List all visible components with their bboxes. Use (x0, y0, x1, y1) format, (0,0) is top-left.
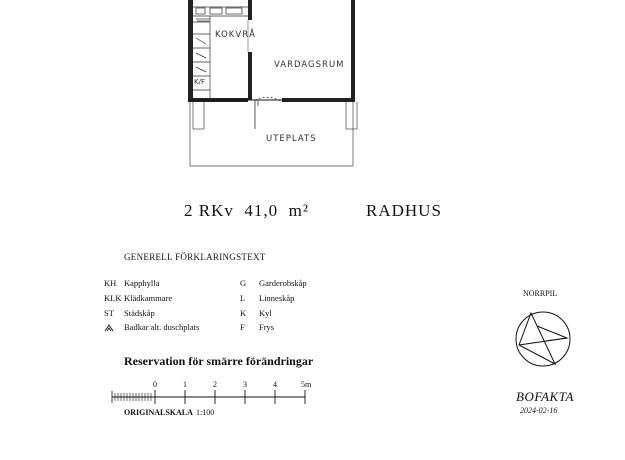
kitchen-fittings (193, 7, 248, 100)
exterior-walls (188, 0, 355, 102)
north-arrow-icon (516, 312, 570, 366)
scale-tick-3: 3 (243, 380, 247, 389)
reservation-note: Reservation för smärre förändringar (124, 354, 314, 368)
scale-tick-4: 4 (273, 380, 277, 389)
legend-code-l: L (240, 293, 246, 303)
room-label-living: VARDAGSRUM (274, 60, 345, 70)
legend-code-g: G (240, 278, 247, 288)
legend-code-k: K (240, 308, 247, 318)
scale-tick-0: 0 (153, 380, 157, 389)
bath-shower-symbol-icon (105, 325, 113, 331)
brand-logo: BOFAKTA (516, 389, 574, 404)
interior-wall (248, 0, 252, 100)
legend-text-kyl: Kyl (259, 308, 272, 318)
scale-tick-5m: 5m (301, 380, 312, 389)
legend-heading: GENERELL FÖRKLARINGSTEXT (124, 252, 266, 262)
scale-label: ORIGINALSKALA (124, 408, 193, 417)
legend-text-stadskap: Städskåp (124, 308, 155, 318)
legend-code-st: ST (104, 308, 114, 318)
scale-bar (112, 390, 305, 404)
brand-date: 2024-02-16 (520, 406, 558, 415)
legend-text-kladkammare: Klädkammare (124, 293, 173, 303)
room-label-patio: UTEPLATS (266, 134, 317, 144)
legend-code-kh: KH (104, 278, 117, 288)
patio-door (255, 97, 282, 129)
legend-code-klk: KLK (104, 293, 122, 303)
scale-tick-2: 2 (213, 380, 217, 389)
legend-text-badkar: Badkar alt. duschplats (124, 322, 200, 332)
north-arrow-label: NORRPIL (523, 289, 558, 298)
legend-text-kapphylla: Kapphylla (124, 278, 160, 288)
housing-type: RADHUS (366, 201, 442, 220)
legend-text-frys: Frys (259, 322, 275, 332)
scale-tick-1: 1 (183, 380, 187, 389)
room-label-kitchen: KOKVRÅ (215, 30, 256, 40)
legend-text-linneskap: Linneskåp (259, 293, 295, 303)
legend-text-garderobskap: Garderobskåp (259, 278, 307, 288)
appliance-label: K/F (194, 78, 205, 86)
scale-value: 1:100 (196, 408, 215, 417)
legend-code-f: F (240, 322, 245, 332)
apartment-summary: 2 RKv 41,0 m² (184, 201, 309, 220)
